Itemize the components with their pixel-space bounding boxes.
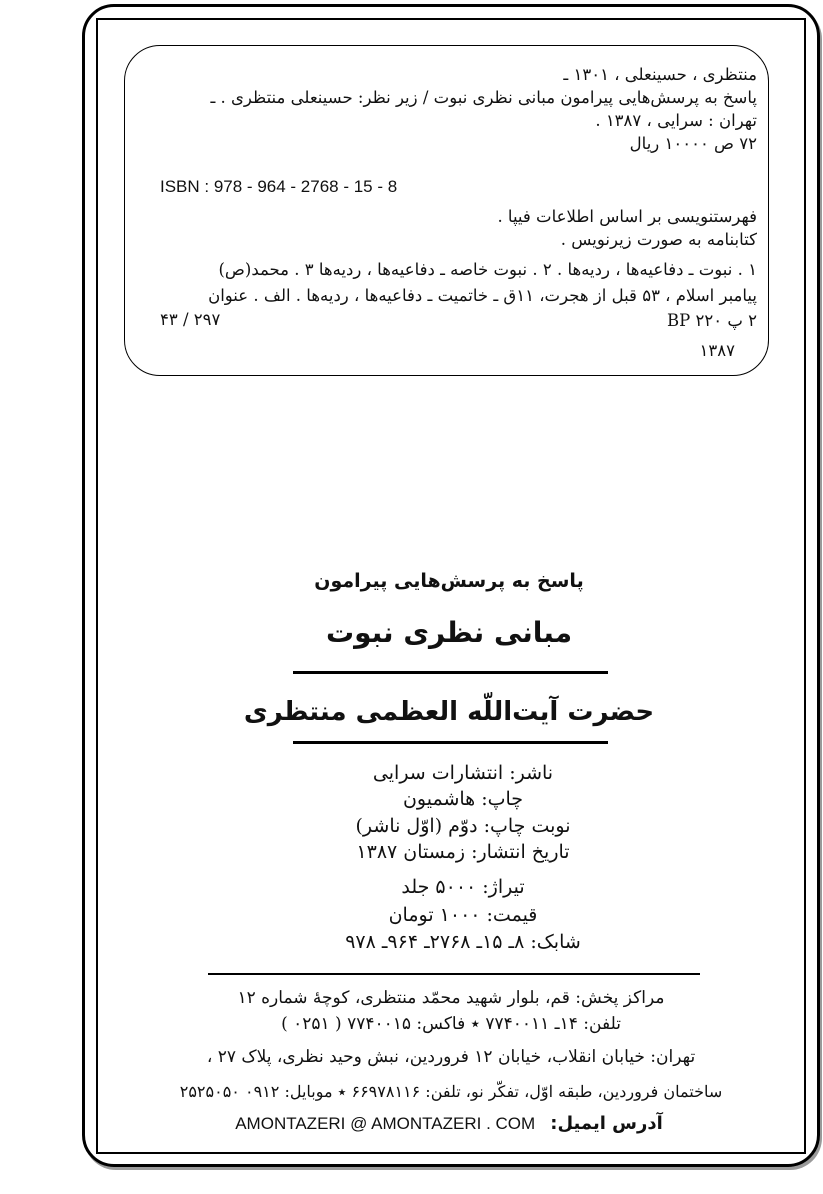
imprint-publisher: ناشر: انتشارات سرایی (372, 762, 554, 784)
catalog-dewey-number: ۲۹۷ / ۴۳ (160, 310, 221, 329)
catalog-title: پاسخ به پرسش‌هایی پیرامون مبانی نظری نبوت / زیر نظر: حسینعلی منتظری . ـ (210, 88, 757, 107)
imprint-price: قیمت: ۱۰۰۰ تومان (388, 904, 538, 926)
catalog-pages-price: ۷۲ ص ۱۰۰۰۰ ریال (629, 134, 757, 153)
call-number-class: ۲ پ ۲۲۰ BP (667, 311, 757, 330)
book-subtitle: پاسخ به پرسش‌هایی پیرامون (314, 570, 584, 592)
imprint-edition: نوبت چاپ: دوّم (اوّل ناشر) (355, 815, 571, 837)
catalog-author: منتظری ، حسینعلی ، ۱۳۰۱ ـ (563, 65, 757, 84)
email-address[interactable]: AMONTAZERI @ AMONTAZERI . COM (235, 1114, 536, 1133)
title-divider-bottom (293, 741, 608, 744)
catalog-subjects-2: پیامبر اسلام ، ۵۳ قبل از هجرت، ۱۱ق ـ خاتمیت ـ دفاعیه‌ها ، ردیه‌ها . الف . عنوان (208, 286, 757, 305)
catalog-bibliography-note: کتابنامه به صورت زیرنویس . (560, 230, 757, 249)
book-title: مبانی نظری نبوت (325, 616, 573, 649)
imprint-date: تاریخ انتشار: زمستان ۱۳۸۷ (356, 841, 570, 863)
catalog-publication: تهران : سرایی ، ۱۳۸۷ . (595, 111, 757, 130)
catalog-call-year: ۱۳۸۷ (699, 341, 735, 360)
email-label: آدرس ایمیل: (550, 1113, 663, 1134)
email-line (96, 1113, 802, 1134)
catalog-subjects-1: ۱ . نبوت ـ دفاعیه‌ها ، ردیه‌ها . ۲ . نبوت خاصه ـ دفاعیه‌ها ، ردیه‌ها ۳ . محمد(ص) (218, 260, 757, 279)
distribution-qom-address: مراکز پخش: قم، بلوار شهید محمّد منتظری، کوچۀ شماره ۱۲ (237, 988, 665, 1008)
imprint-isbn: شابک: ۸ـ ۱۵ـ ۲۷۶۸ـ ۹۶۴ـ ۹۷۸ (345, 931, 581, 953)
catalog-isbn: ISBN : 978 - 964 - 2768 - 15 - 8 (160, 177, 398, 196)
book-author: حضرت آیت‌اللّه العظمی منتظری (243, 697, 655, 727)
distribution-tehran-address: تهران: خیابان انقلاب، خیابان ۱۲ فروردین، نبش وحید نظری، پلاک ۲۷ ، (206, 1047, 696, 1067)
imprint-print-run: تیراژ: ۵۰۰۰ جلد (401, 876, 525, 898)
catalog-fipa-note: فهرستنویسی بر اساس اطلاعات فیپا . (497, 207, 757, 226)
distribution-divider (208, 973, 700, 975)
imprint-printer: چاپ: هاشمیون (402, 788, 524, 810)
catalog-call-number (667, 310, 757, 332)
distribution-tehran-building: ساختمان فروردین، طبقه اوّل، تفکّر نو، تلفن: ۶۶۹۷۸۱۱۶ ٭ موبایل: ۰۹۱۲ ۲۵۲۵۰۵۰ (179, 1082, 723, 1101)
title-divider-top (293, 671, 608, 674)
distribution-qom-phone: تلفن: ۱۴ـ ۷۷۴۰۰۱۱ ٭ فاکس: ۷۷۴۰۰۱۵ ( ۰۲۵۱ ) (281, 1014, 621, 1034)
